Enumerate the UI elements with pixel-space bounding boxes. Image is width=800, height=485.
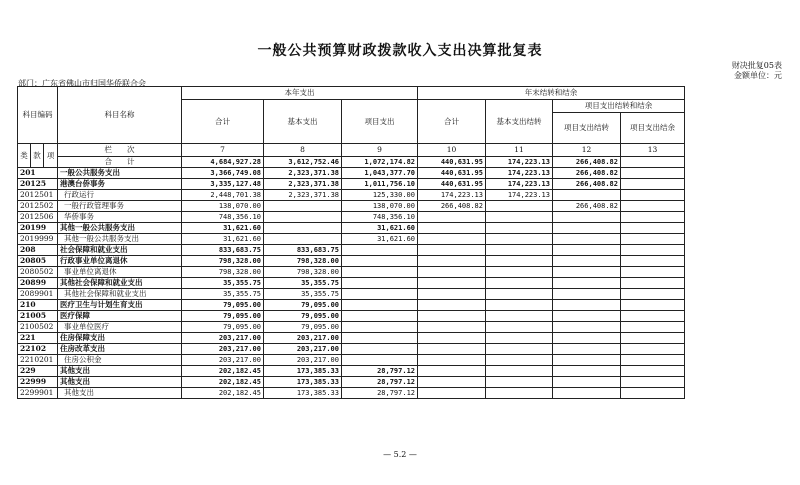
row-value [621, 201, 685, 212]
row-value: 35,355.75 [264, 278, 342, 289]
total-cell [621, 157, 685, 168]
total-cell: 440,631.95 [418, 157, 486, 168]
row-value: 3,366,749.08 [182, 168, 264, 179]
row-value [553, 344, 621, 355]
row-value [418, 366, 486, 377]
table-row [18, 311, 685, 322]
row-value: 833,683.75 [264, 245, 342, 256]
row-value: 31,621.60 [342, 223, 418, 234]
row-code: 2089901 [18, 289, 58, 300]
row-value [342, 267, 418, 278]
header-lanci: 栏 次 [58, 144, 182, 157]
row-value: 173,385.33 [264, 366, 342, 377]
col-num: 12 [553, 144, 621, 157]
row-value: 203,217.00 [182, 333, 264, 344]
row-value [486, 267, 553, 278]
row-value [418, 311, 486, 322]
row-value [621, 234, 685, 245]
row-value: 173,385.33 [264, 377, 342, 388]
row-code: 20125 [18, 179, 58, 190]
row-value [418, 212, 486, 223]
row-value: 2,323,371.38 [264, 190, 342, 201]
row-value [486, 311, 553, 322]
table-row [18, 366, 685, 377]
row-value: 174,223.13 [486, 168, 553, 179]
table-row [18, 300, 685, 311]
row-value [553, 245, 621, 256]
department: 部门：广东省佛山市归国华侨联合会 [18, 79, 146, 88]
row-value [553, 333, 621, 344]
row-value [342, 289, 418, 300]
budget-table [17, 86, 685, 399]
table-row [18, 201, 685, 212]
header-lei: 类 [18, 144, 31, 168]
row-value [418, 234, 486, 245]
table-row [18, 355, 685, 366]
row-value [621, 333, 685, 344]
row-value: 79,095.00 [264, 311, 342, 322]
header-current-year: 本年支出 [182, 87, 418, 100]
row-code: 2100502 [18, 322, 58, 333]
row-name: 事业单位医疗 [58, 322, 182, 333]
row-value: 440,631.95 [418, 179, 486, 190]
table-body [18, 168, 685, 399]
row-value: 174,223.13 [486, 179, 553, 190]
table-row [18, 388, 685, 399]
row-value [418, 377, 486, 388]
row-value [553, 377, 621, 388]
row-value [621, 388, 685, 399]
row-value [553, 388, 621, 399]
row-value [486, 256, 553, 267]
row-value [553, 289, 621, 300]
row-value [486, 234, 553, 245]
row-value [553, 223, 621, 234]
row-name: 华侨事务 [58, 212, 182, 223]
row-value [342, 355, 418, 366]
col-num: 7 [182, 144, 264, 157]
row-name: 一般公共服务支出 [58, 168, 182, 179]
row-value [342, 322, 418, 333]
header-heji: 合 计 [58, 157, 182, 168]
row-value [486, 333, 553, 344]
row-value: 35,355.75 [182, 278, 264, 289]
row-code: 22102 [18, 344, 58, 355]
row-code: 21005 [18, 311, 58, 322]
row-name: 住房改革支出 [58, 344, 182, 355]
row-code: 2210201 [18, 355, 58, 366]
row-value: 266,408.82 [553, 179, 621, 190]
row-name: 其他社会保障和就业支出 [58, 278, 182, 289]
header-year-end: 年末结转和结余 [418, 87, 685, 100]
row-value: 748,356.10 [182, 212, 264, 223]
row-value [621, 267, 685, 278]
row-value: 203,217.00 [264, 333, 342, 344]
row-value [486, 377, 553, 388]
row-value: 202,182.45 [182, 377, 264, 388]
row-value [264, 212, 342, 223]
row-value [418, 322, 486, 333]
row-value [621, 245, 685, 256]
row-value: 31,621.60 [182, 234, 264, 245]
row-name: 社会保障和就业支出 [58, 245, 182, 256]
row-value: 125,330.00 [342, 190, 418, 201]
row-value [621, 278, 685, 289]
row-name: 其他支出 [58, 377, 182, 388]
row-value [418, 223, 486, 234]
row-value: 202,182.45 [182, 388, 264, 399]
row-value [621, 355, 685, 366]
row-name: 住房公积金 [58, 355, 182, 366]
row-value: 798,328.00 [264, 256, 342, 267]
table-row [18, 190, 685, 201]
table-row [18, 256, 685, 267]
row-value [553, 322, 621, 333]
row-name: 其他一般公共服务支出 [58, 234, 182, 245]
row-value: 138,070.00 [182, 201, 264, 212]
table-row [18, 179, 685, 190]
header-basic-carry: 基本支出结转 [486, 100, 553, 144]
table-row [18, 245, 685, 256]
row-value [621, 289, 685, 300]
row-value [486, 223, 553, 234]
row-value [553, 190, 621, 201]
row-value: 203,217.00 [182, 355, 264, 366]
row-value [553, 267, 621, 278]
table-row [18, 289, 685, 300]
row-value [342, 256, 418, 267]
col-num: 9 [342, 144, 418, 157]
row-value [486, 322, 553, 333]
table-row [18, 377, 685, 388]
row-value: 266,408.82 [418, 201, 486, 212]
table-row [18, 267, 685, 278]
row-code: 229 [18, 366, 58, 377]
row-name: 行政事业单位离退休 [58, 256, 182, 267]
row-value [418, 388, 486, 399]
row-value: 79,095.00 [182, 311, 264, 322]
col-num: 11 [486, 144, 553, 157]
row-value [486, 245, 553, 256]
row-value [264, 223, 342, 234]
row-value [621, 212, 685, 223]
row-value [486, 289, 553, 300]
row-value [342, 278, 418, 289]
row-value [621, 366, 685, 377]
total-cell: 4,684,927.28 [182, 157, 264, 168]
row-code: 221 [18, 333, 58, 344]
row-value: 203,217.00 [264, 355, 342, 366]
row-name: 医疗保障 [58, 311, 182, 322]
row-value: 174,223.13 [486, 190, 553, 201]
row-value: 440,631.95 [418, 168, 486, 179]
row-value: 266,408.82 [553, 168, 621, 179]
row-name: 事业单位离退休 [58, 267, 182, 278]
form-code: 财决批复05表 [731, 61, 782, 70]
table-row [18, 212, 685, 223]
amount-unit: 金额单位：元 [734, 71, 782, 80]
page-title: 一般公共预算财政拨款收入支出决算批复表 [257, 43, 543, 59]
row-value [486, 355, 553, 366]
row-value [621, 223, 685, 234]
row-code: 20805 [18, 256, 58, 267]
row-value: 138,070.00 [342, 201, 418, 212]
total-cell: 1,072,174.82 [342, 157, 418, 168]
row-value [486, 278, 553, 289]
table-row [18, 322, 685, 333]
row-value [621, 311, 685, 322]
row-value [486, 344, 553, 355]
row-value: 266,408.82 [553, 201, 621, 212]
row-value: 35,355.75 [264, 289, 342, 300]
row-name: 其他支出 [58, 388, 182, 399]
row-name: 医疗卫生与计划生育支出 [58, 300, 182, 311]
row-value [342, 311, 418, 322]
header-kuan: 款 [31, 144, 44, 168]
row-value [418, 278, 486, 289]
row-value [553, 311, 621, 322]
row-value [486, 388, 553, 399]
row-value: 798,328.00 [182, 256, 264, 267]
row-code: 2012506 [18, 212, 58, 223]
row-value: 833,683.75 [182, 245, 264, 256]
row-value [553, 300, 621, 311]
row-value [553, 366, 621, 377]
header-project: 项目支出 [342, 100, 418, 144]
row-value [621, 256, 685, 267]
row-value: 35,355.75 [182, 289, 264, 300]
header-name: 科目名称 [58, 87, 182, 144]
row-value [418, 256, 486, 267]
row-value [418, 344, 486, 355]
row-value: 798,328.00 [264, 267, 342, 278]
total-cell: 266,408.82 [553, 157, 621, 168]
row-value: 1,043,377.70 [342, 168, 418, 179]
row-value: 174,223.13 [418, 190, 486, 201]
row-code: 20899 [18, 278, 58, 289]
row-value [418, 267, 486, 278]
row-value: 2,448,701.38 [182, 190, 264, 201]
row-value [342, 245, 418, 256]
row-value: 202,182.45 [182, 366, 264, 377]
col-num: 10 [418, 144, 486, 157]
row-name: 其他社会保障和就业支出 [58, 289, 182, 300]
page-number: — 5.2 — [383, 450, 417, 459]
row-value: 79,095.00 [182, 300, 264, 311]
table-row [18, 234, 685, 245]
header-total-2: 合计 [418, 100, 486, 144]
row-value [264, 201, 342, 212]
row-code: 22999 [18, 377, 58, 388]
row-value: 1,011,756.10 [342, 179, 418, 190]
row-value [264, 234, 342, 245]
row-name: 其他支出 [58, 366, 182, 377]
row-name: 其他一般公共服务支出 [58, 223, 182, 234]
row-code: 201 [18, 168, 58, 179]
header-project-carry: 项目支出结转 [553, 113, 621, 144]
header-xiang: 项 [44, 144, 58, 168]
row-value: 31,621.60 [182, 223, 264, 234]
header-total: 合计 [182, 100, 264, 144]
row-value: 798,328.00 [182, 267, 264, 278]
row-code: 2299901 [18, 388, 58, 399]
total-cell: 3,612,752.46 [264, 157, 342, 168]
row-value [553, 256, 621, 267]
row-value: 173,385.33 [264, 388, 342, 399]
row-code: 210 [18, 300, 58, 311]
table-row [18, 168, 685, 179]
row-value: 3,335,127.48 [182, 179, 264, 190]
header-project-balance: 项目支出结转和结余 [553, 100, 685, 113]
row-name: 港澳台侨事务 [58, 179, 182, 190]
row-value [621, 179, 685, 190]
row-value: 203,217.00 [264, 344, 342, 355]
row-value: 2,323,371.38 [264, 179, 342, 190]
header-code: 科目编码 [18, 87, 58, 144]
row-value [418, 300, 486, 311]
header-project-surplus: 项目支出结余 [621, 113, 685, 144]
row-value: 28,797.12 [342, 366, 418, 377]
table-row [18, 223, 685, 234]
row-value [621, 300, 685, 311]
header-basic: 基本支出 [264, 100, 342, 144]
row-value [342, 344, 418, 355]
table-row [18, 333, 685, 344]
row-name: 住房保障支出 [58, 333, 182, 344]
row-value [621, 168, 685, 179]
row-value: 28,797.12 [342, 377, 418, 388]
row-value [621, 377, 685, 388]
row-code: 20199 [18, 223, 58, 234]
row-value: 79,095.00 [264, 322, 342, 333]
col-num: 8 [264, 144, 342, 157]
row-code: 2012502 [18, 201, 58, 212]
row-value: 2,323,371.38 [264, 168, 342, 179]
row-value [486, 201, 553, 212]
row-code: 2019999 [18, 234, 58, 245]
row-value [418, 355, 486, 366]
row-value [418, 333, 486, 344]
row-value: 79,095.00 [182, 322, 264, 333]
row-code: 208 [18, 245, 58, 256]
row-name: 行政运行 [58, 190, 182, 201]
total-cell: 174,223.13 [486, 157, 553, 168]
row-value [418, 289, 486, 300]
row-value [621, 190, 685, 201]
row-value [342, 300, 418, 311]
col-num: 13 [621, 144, 685, 157]
row-value [553, 234, 621, 245]
row-value [418, 245, 486, 256]
table-row [18, 344, 685, 355]
row-value [553, 212, 621, 223]
table-row [18, 278, 685, 289]
row-value [486, 212, 553, 223]
row-value [342, 333, 418, 344]
row-value [486, 366, 553, 377]
row-value [553, 355, 621, 366]
row-name: 一般行政管理事务 [58, 201, 182, 212]
row-value: 748,356.10 [342, 212, 418, 223]
row-value [621, 322, 685, 333]
row-code: 2080502 [18, 267, 58, 278]
row-value [486, 300, 553, 311]
row-value: 203,217.00 [182, 344, 264, 355]
row-code: 2012501 [18, 190, 58, 201]
row-value [553, 278, 621, 289]
row-value [621, 344, 685, 355]
row-value: 31,621.60 [342, 234, 418, 245]
row-value: 79,095.00 [264, 300, 342, 311]
row-value: 28,797.12 [342, 388, 418, 399]
